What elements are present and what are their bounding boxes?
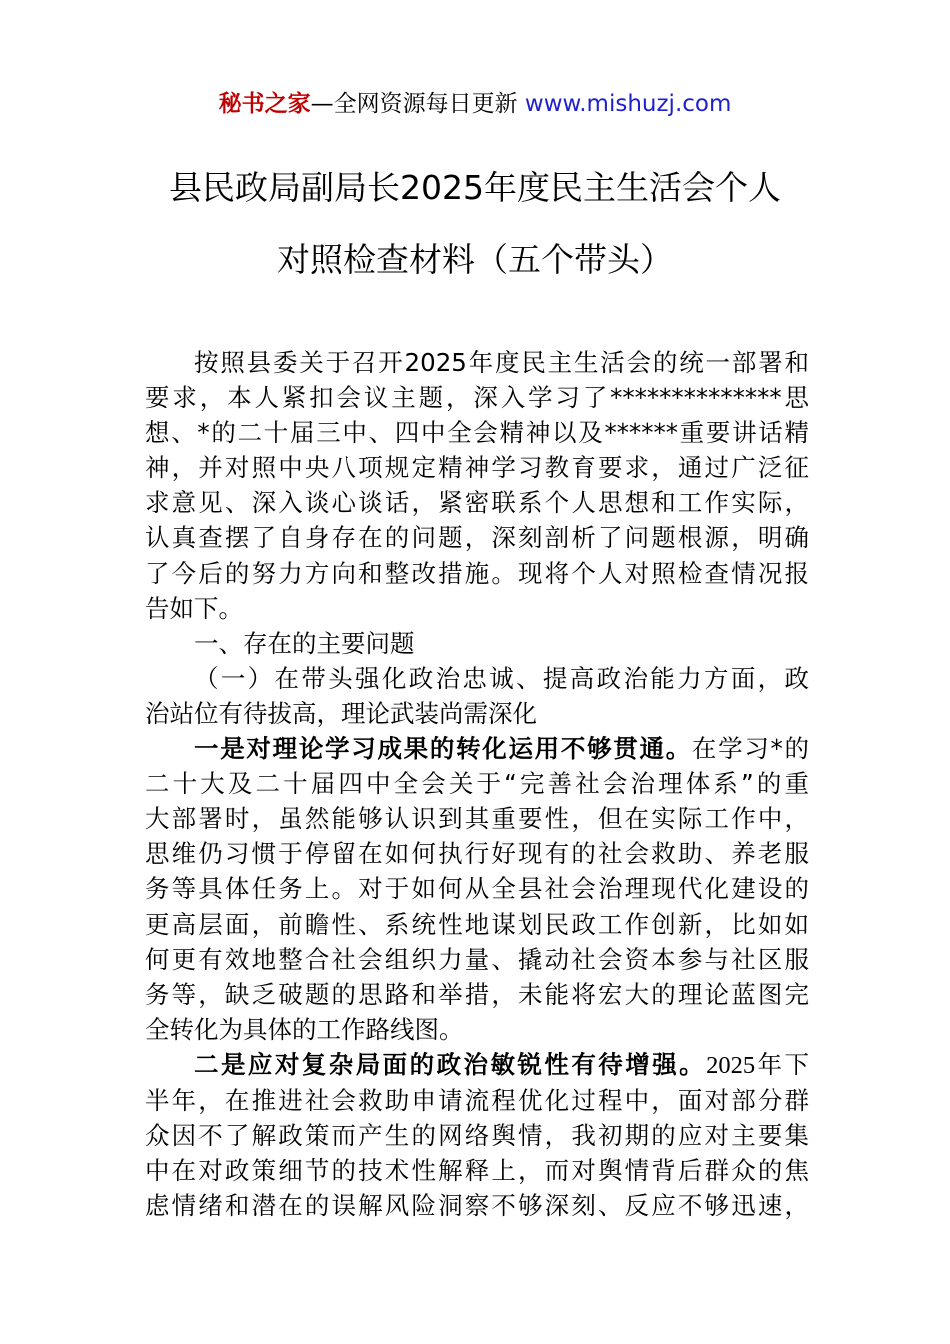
- title-line-2: 对照检查材料（五个带头）: [277, 240, 673, 279]
- point1-lead: 一是对理论学习成果的转化运用不够贯通。: [194, 734, 692, 764]
- point2-year: 2025: [706, 1051, 756, 1079]
- point2-line-4: 中在对政策细节的技术性解释上，而对舆情背后群众的焦: [145, 1156, 809, 1186]
- site-url-link[interactable]: www.mishuzj.com: [524, 91, 732, 117]
- site-name: 秘书之家: [218, 91, 311, 117]
- point1-line-8: 务等，缺乏破题的思路和举措，未能将宏大的理论蓝图完: [145, 979, 809, 1009]
- point1-line-4: 思维仍习惯于停留在如何执行好现有的社会救助、养老服: [145, 839, 809, 869]
- point2-line-5: 虑情绪和潜在的误解风险洞察不够深刻、反应不够迅速，: [145, 1191, 809, 1221]
- point2-line-3: 众因不了解政策而产生的网络舆情，我初期的应对主要集: [145, 1121, 809, 1151]
- document-title: [0, 160, 950, 288]
- site-slogan: —全网资源每日更新: [310, 91, 525, 117]
- title-line-1: 县民政局副局长2025年度民主生活会个人: [169, 168, 781, 207]
- section-heading: 一、存在的主要问题: [194, 628, 415, 658]
- intro-line-8: 告如下。: [145, 593, 243, 623]
- point1-line-3: 大部署时，虽然能够认识到其重要性，但在实际工作中，: [145, 804, 809, 834]
- subsection-line-2: 治站位有待拔高，理论武装尚需深化: [145, 698, 537, 728]
- point1-first-tail: 在学习*的: [691, 734, 809, 764]
- document-body: [145, 345, 809, 1223]
- point1-line-9: 全转化为具体的工作路线图。: [145, 1014, 464, 1044]
- point1-line-7: 何更有效地整合社会组织力量、撬动社会资本参与社区服: [145, 944, 809, 974]
- point1-first-line: [145, 731, 809, 766]
- intro-line-5: 求意见、深入谈心谈话，紧密联系个人思想和工作实际，: [145, 488, 809, 518]
- intro-line-4: 神，并对照中央八项规定精神学习教育要求，通过广泛征: [145, 453, 809, 483]
- point2-lead: 二是应对复杂局面的政治敏锐性有待增强。: [194, 1049, 707, 1079]
- site-header: [0, 86, 950, 122]
- intro-line-1: 按照县委关于召开2025年度民主生活会的统一部署和: [194, 348, 809, 377]
- point2-first-tail: 年下: [755, 1049, 809, 1079]
- point1-line-6: 更高层面，前瞻性、系统性地谋划民政工作创新，比如如: [145, 909, 809, 939]
- intro-line-6: 认真查摆了自身存在的问题，深刻剖析了问题根源，明确: [145, 523, 809, 553]
- point2-first-line: [145, 1047, 809, 1083]
- point2-line-2: 半年，在推进社会救助申请流程优化过程中，面对部分群: [145, 1085, 809, 1115]
- point1-line-2: 二十大及二十届四中全会关于“完善社会治理体系”的重: [145, 769, 809, 799]
- subsection-line-1: （一）在带头强化政治忠诚、提高政治能力方面，政: [194, 663, 809, 693]
- intro-line-2: 要求，本人紧扣会议主题，深入学习了**************思: [145, 383, 809, 413]
- intro-line-3: 想、*的二十届三中、四中全会精神以及******重要讲话精: [145, 418, 809, 448]
- point1-line-5: 务等具体任务上。对于如何从全县社会治理现代化建设的: [145, 874, 809, 904]
- intro-line-7: 了今后的努力方向和整改措施。现将个人对照检查情况报: [145, 558, 809, 588]
